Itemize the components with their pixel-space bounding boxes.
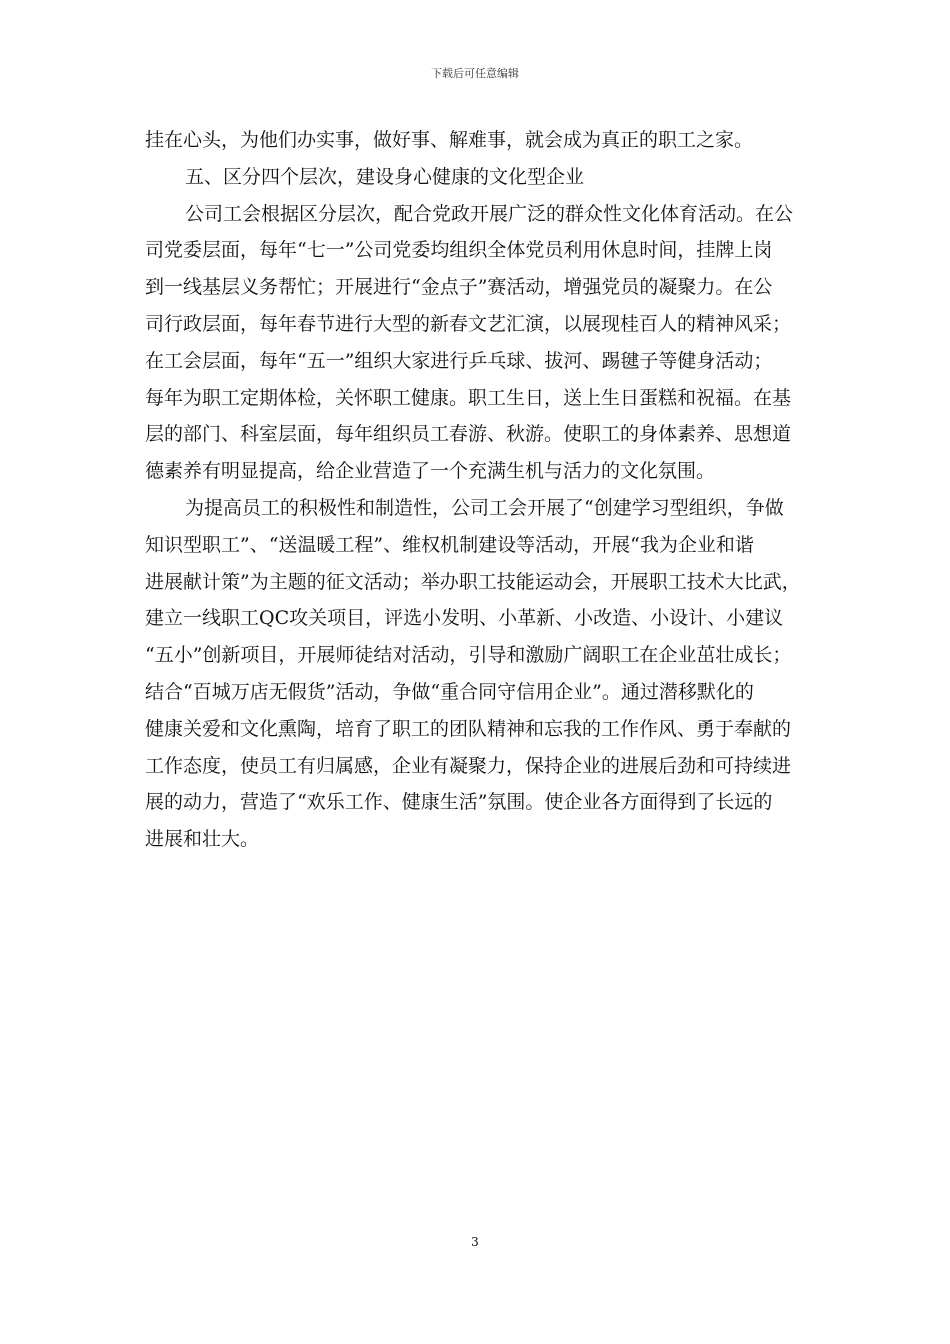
body-line: 工作态度，使员工有归属感，企业有凝聚力，保持企业的进展后劲和可持续进 [145,754,792,777]
page-number: 3 [471,1235,479,1249]
body-line: 知识型职工”、“送温暖工程”、维权机制建设等活动，开展“我为企业和谐 [145,533,754,556]
body-line: “五小”创新项目，开展师徒结对活动，引导和激励广阔职工在企业茁壮成长； [145,644,792,667]
body-line: 进展献计策”为主题的征文活动；举办职工技能运动会，开展职工技术大比武， [145,570,801,593]
body-line: 德素养有明显提高，给企业营造了一个充满生机与活力的文化氛围。 [145,460,716,483]
body-line: 展的动力，营造了“欢乐工作、健康生活”氛围。使企业各方面得到了长远的 [145,791,773,814]
document-body [145,122,811,858]
section-heading: 五、区分四个层次，建设身心健康的文化型企业 [185,165,585,188]
body-line: 司行政层面，每年春节进行大型的新春文艺汇演，以展现桂百人的精神风采； [145,312,792,335]
body-line: 层的部门、科室层面，每年组织员工春游、秋游。使职工的身体素养、思想道 [145,423,792,446]
page-header-note: 下载后可任意编辑 [431,67,519,80]
body-line: 健康关爱和文化熏陶，培育了职工的团队精神和忘我的工作作风、勇于奉献的 [145,717,792,740]
body-line: 进展和壮大。 [145,828,260,851]
body-line: 公司工会根据区分层次，配合党政开展广泛的群众性文化体育活动。在公 [185,202,794,225]
body-line: 到一线基层义务帮忙；开展进行“金点子”赛活动，增强党员的凝聚力。在公 [145,276,773,299]
body-line: 建立一线职工QC攻关项目，评选小发明、小革新、小改造、小设计、小建议 [145,607,784,630]
body-line: 在工会层面，每年“五一”组织大家进行乒乓球、拔河、踢毽子等健身活动； [145,349,773,372]
body-line: 结合“百城万店无假货”活动，争做“重合同守信用企业”。通过潜移默化的 [145,680,754,703]
body-line: 挂在心头，为他们办实事，做好事、解难事，就会成为真正的职工之家。 [145,129,754,151]
body-line: 司党委层面，每年“七一”公司党委均组织全体党员利用休息时间，挂牌上岗 [145,239,773,262]
body-line: 每年为职工定期体检，关怀职工健康。职工生日，送上生日蛋糕和祝福。在基 [145,386,792,409]
body-line: 为提高员工的积极性和制造性，公司工会开展了“创建学习型组织，争做 [185,496,784,519]
